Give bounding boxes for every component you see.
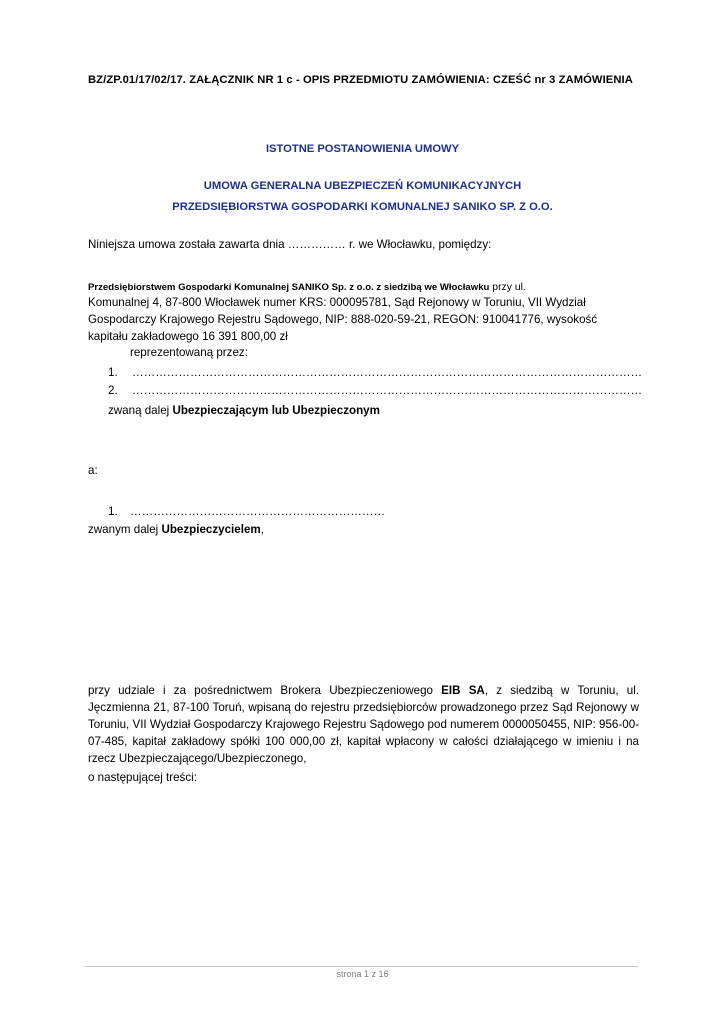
rep2-blank: ……………………………………………………………………………………………………………………: [132, 384, 643, 397]
party2-number: 1.: [108, 505, 118, 518]
party1-capital: kapitału zakładowego 16 391 800,00 zł: [88, 330, 288, 343]
section-title: ISTOTNE POSTANOWIENIA UMOWY: [265, 143, 460, 155]
rep1-number: 1.: [108, 366, 118, 379]
rep2-number: 2.: [108, 384, 118, 397]
party2-called-suffix: ,: [260, 523, 264, 536]
document-header: BZ/ZP.01/17/02/17. ZAŁĄCZNIK NR 1 c - OPIS PRZEDMIOTU ZAMÓWIENIA: CZEŚĆ nr 3 ZAMÓWIENIA: [88, 74, 633, 86]
company-title: PRZEDSIĘBIORSTWA GOSPODARKI KOMUNALNEJ SANIKO SP. Z O.O.: [172, 201, 553, 213]
broker-paragraph: [88, 682, 639, 767]
party1-called-line: [108, 404, 380, 417]
party2-called-prefix: zwanym dalej: [88, 523, 162, 536]
party1-name: Przedsiębiorstwem Gospodarki Komunalnej SANIKO Sp. z o.o. z siedzibą we Włocławku: [88, 282, 490, 293]
broker-name: EIB SA: [441, 684, 485, 697]
broker-text-rest: , z siedzibą w Toruniu, ul. Jęczmienna 21, 87-100 Toruń, wpisaną do rejestru przedsiębiorców prowadzonego przez Sąd Rejonowy w Toruniu, VII Wydział Gospodarczy Krajowego Rejestru Sądowego pod numerem 0000050455, NIP: 956-00-07-485, kapitał zakładowy spółki 100 000,00 zł, kapitał wpłacony w całości działającego w imieniu i na rzecz Ubezpieczającego/Ubezpieczonego,: [88, 684, 640, 765]
following-content-label: o następującej treści:: [88, 771, 197, 784]
party2-blank: …………………………………………………………: [130, 505, 386, 518]
page-number: strona 1 z 16: [336, 969, 389, 979]
agreement-title: UMOWA GENERALNA UBEZPIECZEŃ KOMUNIKACYJNYCH: [203, 180, 522, 192]
party2-called-line: [88, 523, 264, 536]
party1-name-tail: przy ul.: [489, 282, 526, 293]
a-label: a:: [88, 464, 98, 477]
rep1-blank: ……………………………………………………………………………………………………………………: [132, 366, 643, 379]
party1-called-prefix: zwaną dalej: [108, 404, 173, 417]
party1-registry: Gospodarczy Krajowego Rejestru Sądowego, NIP: 888-020-59-21, REGON: 910041776, wysokość: [88, 313, 598, 326]
party1-represented-label: reprezentowaną przez:: [130, 346, 248, 359]
party2-role: Ubezpieczycielem: [161, 523, 261, 536]
footer-divider: [85, 966, 638, 967]
party1-role: Ubezpieczającym lub Ubezpieczonym: [172, 404, 380, 417]
intro-text: Niniejsza umowa została zawarta dnia …………… r. we Włocławku, pomiędzy:: [88, 238, 492, 251]
broker-text-start: przy udziale i za pośrednictwem Brokera Ubezpieczeniowego: [88, 684, 442, 697]
party1-name-line: [88, 280, 526, 293]
party1-address: Komunalnej 4, 87-800 Włocławek numer KRS: 000095781, Sąd Rejonowy w Toruniu, VII Wydział: [88, 296, 586, 309]
